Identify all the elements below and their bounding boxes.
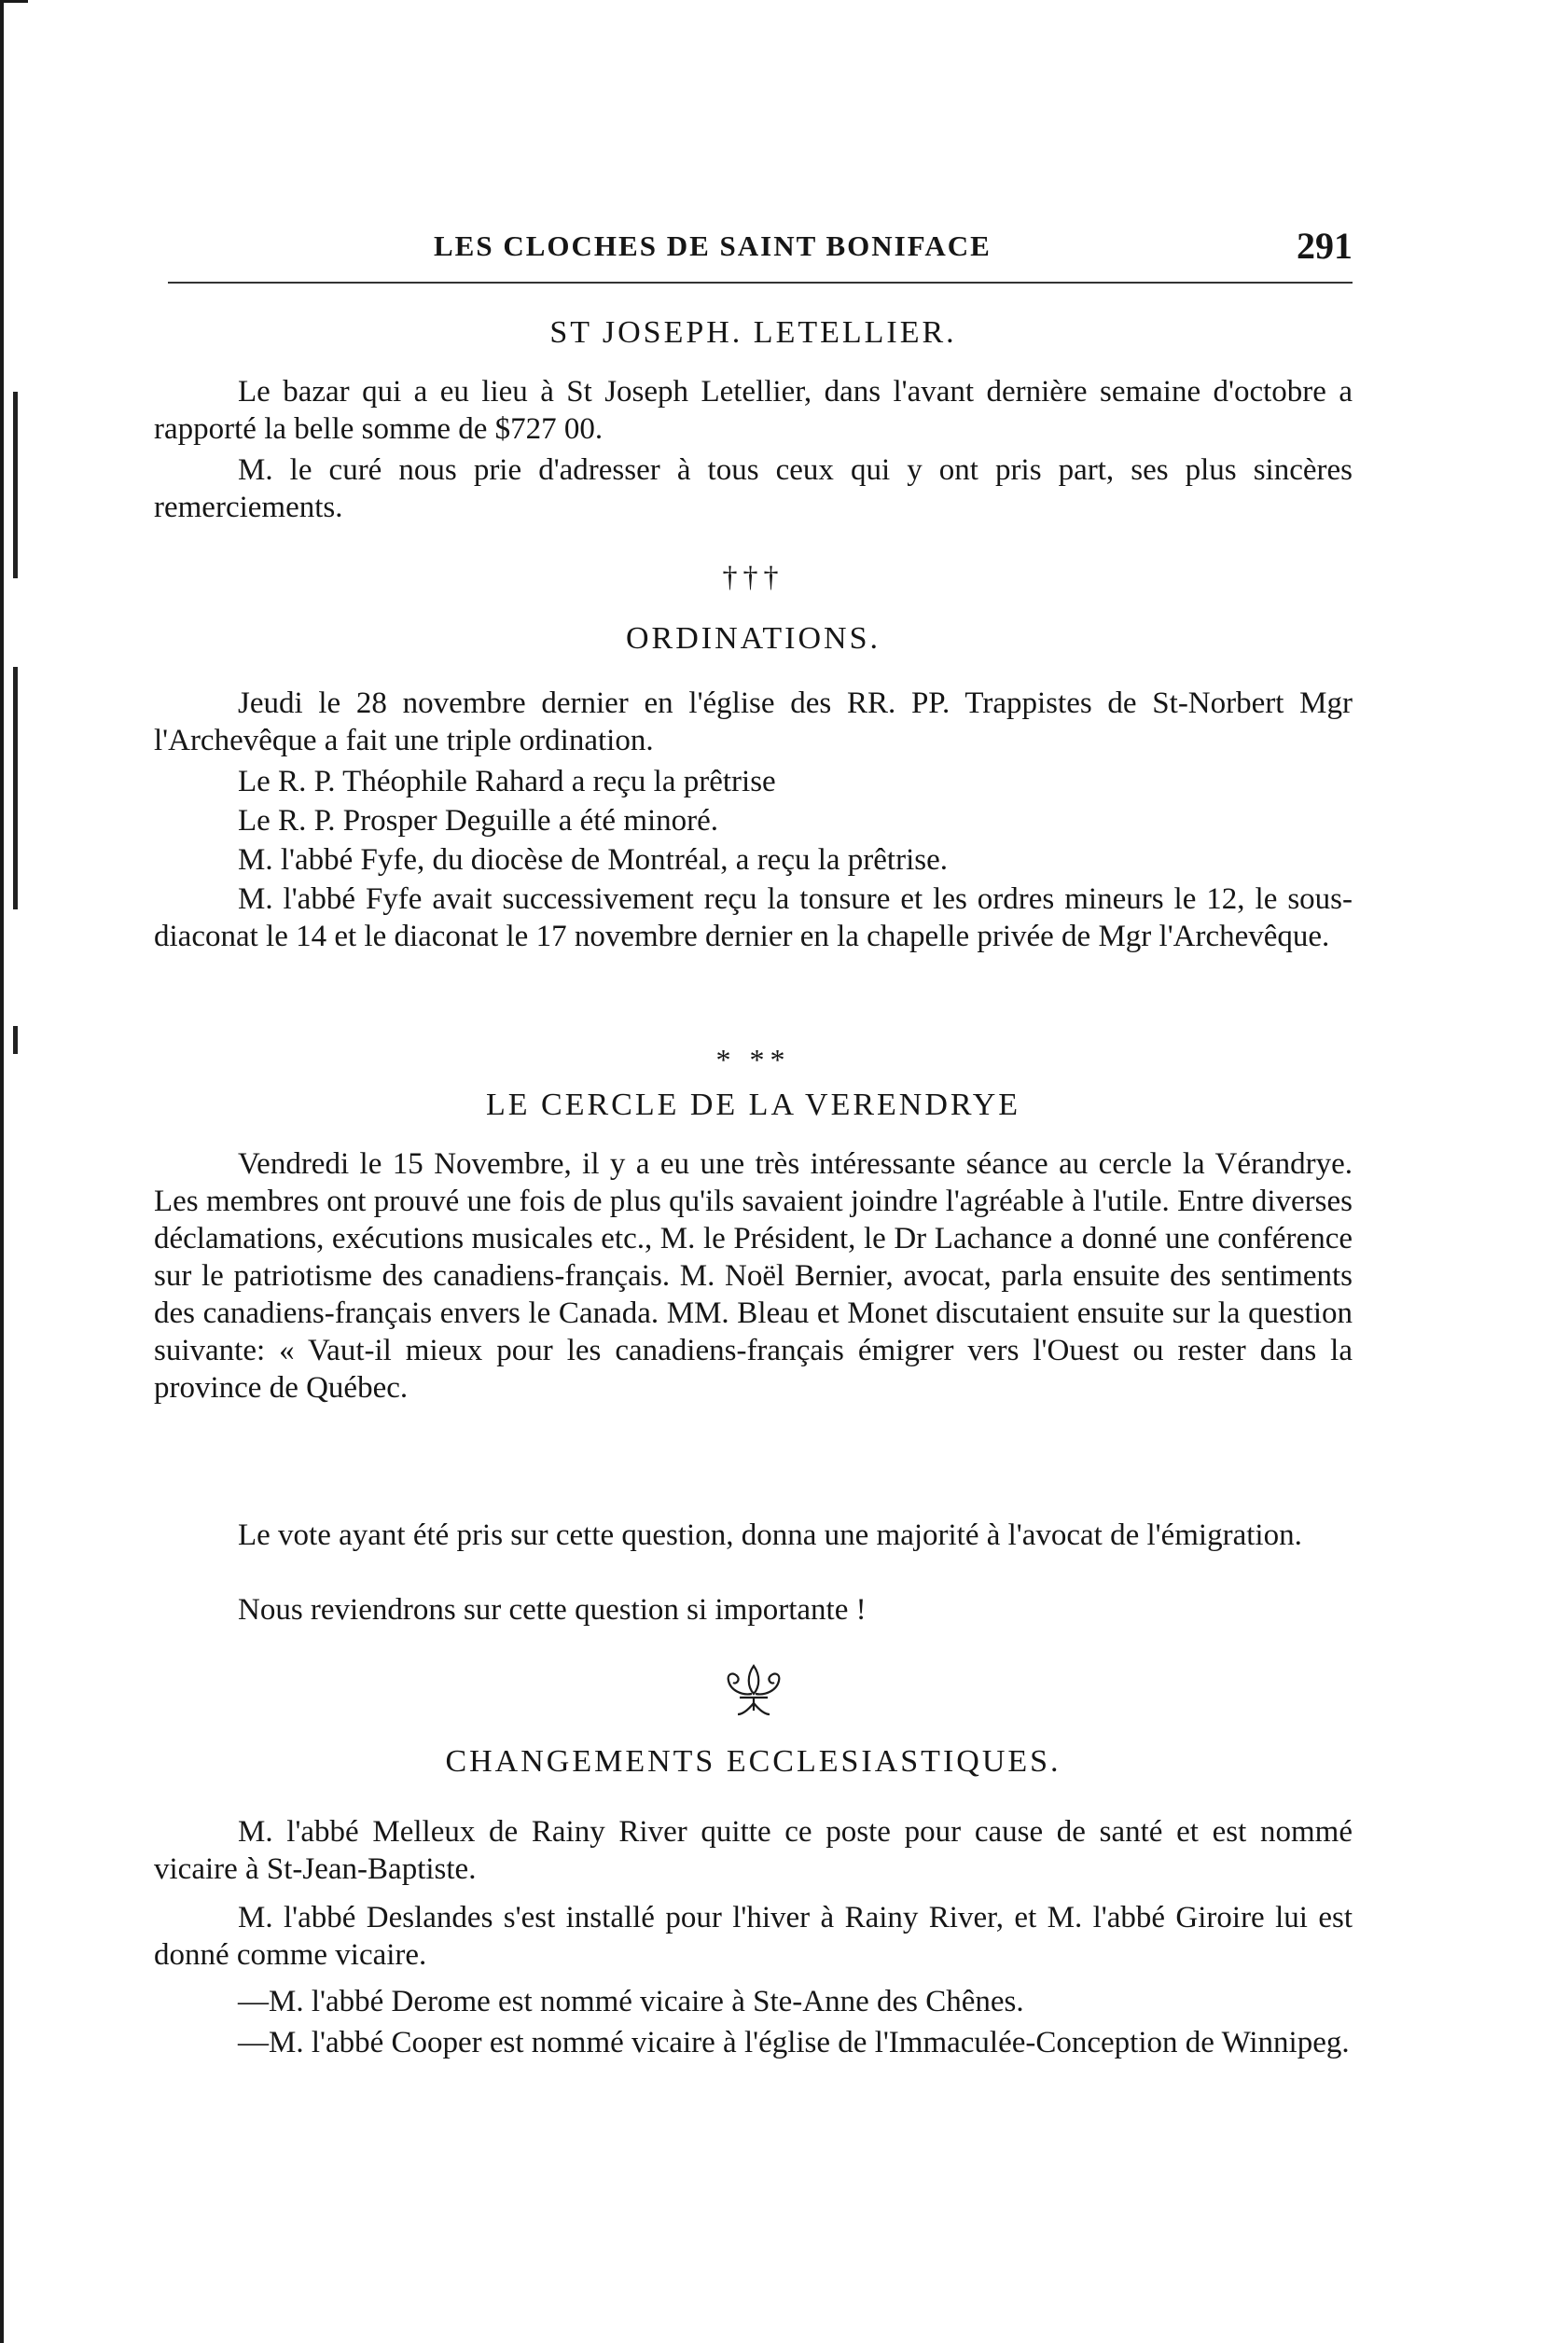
header-rule [168, 282, 1353, 284]
paragraph: M. l'abbé Fyfe, du diocèse de Montréal, a reçu la prêtrise. [238, 843, 948, 877]
margin-mark [13, 667, 18, 909]
paragraph: Le bazar qui a eu lieu à St Joseph Letellier, dans l'avant dernière semaine d'octobre a rapporté la belle somme de $727 00. [154, 375, 1353, 446]
running-head [154, 220, 1353, 276]
section-title-ordinations: ORDINATIONS. [625, 621, 881, 656]
cross-ornament: ††† [722, 560, 784, 593]
page-edge-top [0, 0, 28, 3]
paragraph: Vendredi le 15 Novembre, il y a eu une très intéressante séance au cercle la Vérandrye. Les membres ont prouvé une fois de plus qu'ils savaient joindre l'agréable à l'utile. Entre diverses déclamations, exécutions musicales etc., M. le Président, le Dr Lachance a donné une conférence sur le patriotisme des canadiens-français. M. Noël Bernier, avocat, parla ensuite des sentiments des canadiens-français envers le Canada. MM. Bleau et Monet discutaient ensuite sur la question suivante: « Vaut-il mieux pour les canadiens-français émigrer vers l'Ouest ou rester dans la province de Québec. [154, 1147, 1353, 1405]
section-title-changements: CHANGEMENTS ECCLESIASTIQUES. [445, 1744, 1062, 1779]
asterism-ornament: * ** [715, 1043, 791, 1076]
paragraph: —M. l'abbé Derome est nommé vicaire à Ste-Anne des Chênes. [238, 1985, 1024, 2018]
section-title-verendrye: LE CERCLE DE LA VERENDRYE [485, 1088, 1021, 1122]
section-title-letellier: ST JOSEPH. LETELLIER. [549, 315, 957, 350]
paragraph: Le R. P. Théophile Rahard a reçu la prêtrise [238, 765, 776, 798]
margin-mark [13, 1026, 18, 1054]
page-edge [0, 0, 4, 2343]
paragraph: M. l'abbé Fyfe avait successivement reçu la tonsure et les ordres mineurs le 12, le sous-diaconat le 14 et le diaconat le 17 novembre dernier en la chapelle privée de Mgr l'Archevêque. [154, 882, 1353, 953]
page-number: 291 [1297, 225, 1353, 267]
paragraph: Le vote ayant été pris sur cette question, donna une majorité à l'avocat de l'émigration. [238, 1518, 1302, 1552]
paragraph: Le R. P. Prosper Deguille a été minoré. [238, 804, 719, 838]
paragraph: —M. l'abbé Cooper est nommé vicaire à l'église de l'Immaculée-Conception de Winnipeg. [238, 2026, 1350, 2059]
running-title: LES CLOCHES DE SAINT BONIFACE [434, 229, 992, 262]
paragraph: M. l'abbé Deslandes s'est installé pour l'hiver à Rainy River, et M. l'abbé Giroire lui est donné comme vicaire. [154, 1901, 1353, 1972]
fleur-de-lis-icon [154, 1662, 1353, 1725]
paragraph: Nous reviendrons sur cette question si importante ! [238, 1593, 867, 1627]
paragraph: M. l'abbé Melleux de Rainy River quitte ce poste pour cause de santé et est nommé vicaire à St-Jean-Baptiste. [154, 1815, 1353, 1886]
paragraph: M. le curé nous prie d'adresser à tous ceux qui y ont pris part, ses plus sincères remerciements. [154, 453, 1353, 524]
paragraph: Jeudi le 28 novembre dernier en l'église des RR. PP. Trappistes de St-Norbert Mgr l'Archevêque a fait une triple ordination. [154, 686, 1353, 757]
margin-mark [13, 392, 18, 578]
